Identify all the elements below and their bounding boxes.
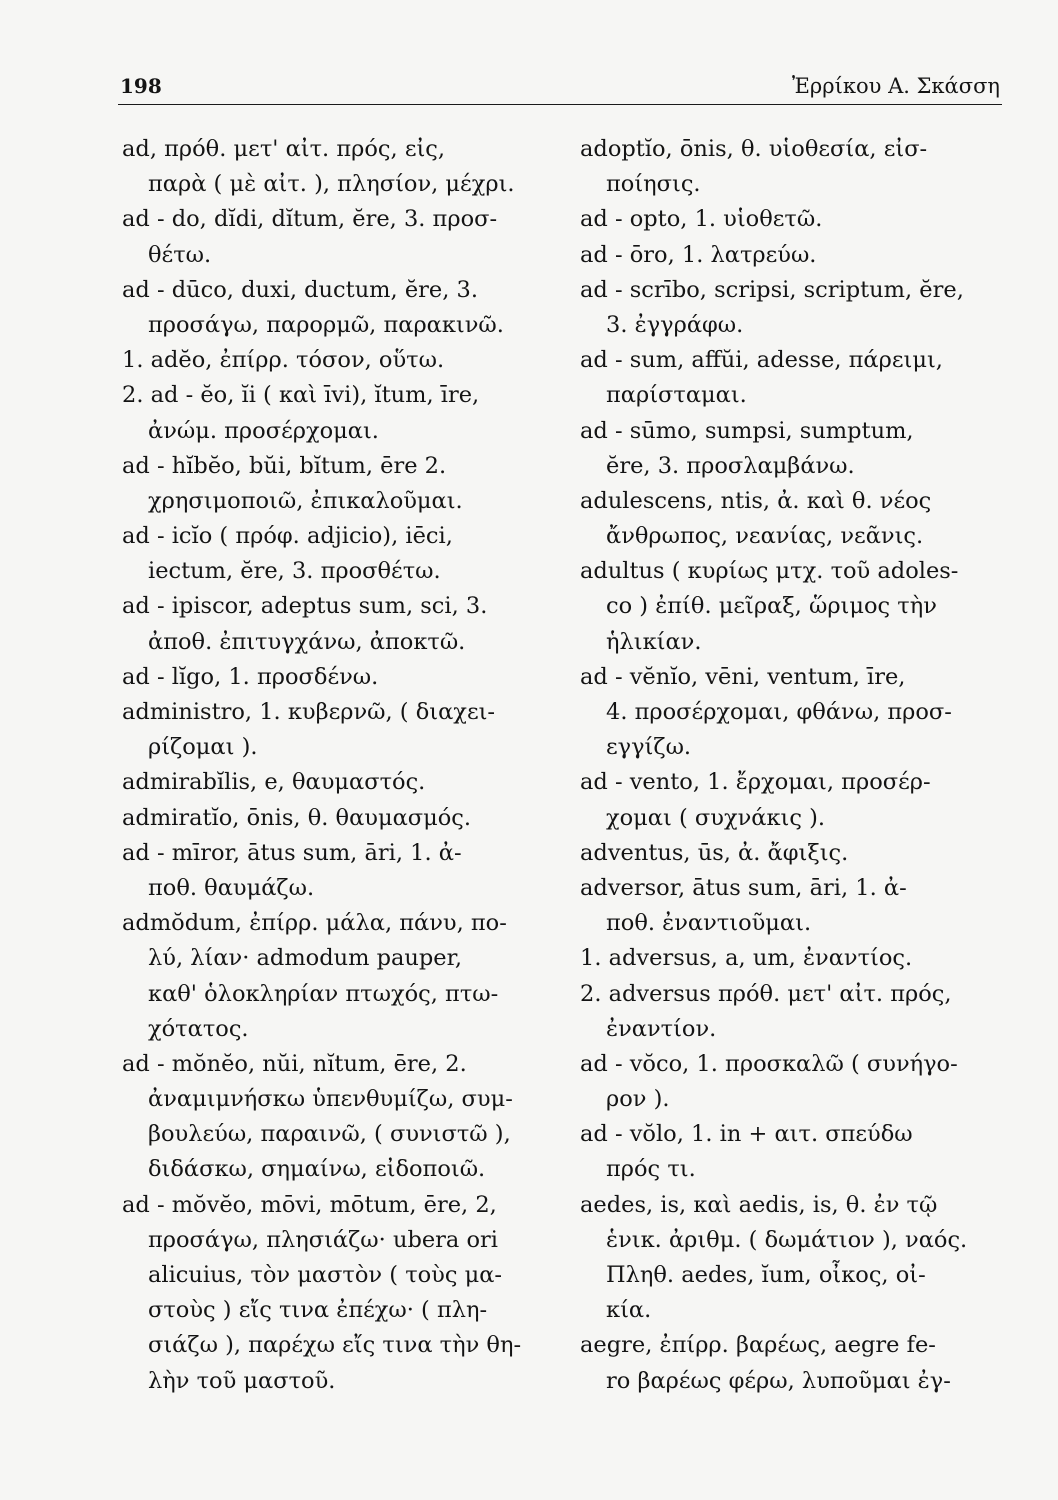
entry-line: ad - vento, 1. ἔρχομαι, προσέρ- [580,769,931,796]
entry-line: 2. ad - ĕo, ĭi ( καὶ īvi), ĭtum, īre, [122,382,480,409]
page-number: 198 [120,74,162,98]
entry-continuation-line: χρησιμοποιῶ, ἐπικαλοῦμαι. [148,487,463,514]
entry-continuation-line: ro βαρέως φέρω, λυποῦμαι ἐγ- [606,1367,951,1394]
entry-continuation-line: λὴν τοῦ μαστοῦ. [148,1367,336,1394]
entry-continuation-line: βουλεύω, παραινῶ, ( συνιστῶ ), [148,1121,511,1148]
entry-continuation-line: ποθ. ἐναντιοῦμαι. [606,910,812,937]
entry-continuation-line: εγγίζω. [606,734,692,761]
entry-continuation-line: ἐναντίον. [606,1015,717,1042]
entry-continuation-line: προσάγω, πλησιάζω· ubera ori [148,1226,498,1253]
entry-line: ad - opto, 1. υἱοθετῶ. [580,206,823,233]
entry-line: ad - scrībo, scripsi, scriptum, ĕre, [580,276,964,303]
entry-line: ad, πρόθ. μετ' αἰτ. πρός, εἰς, [122,136,446,162]
entry-continuation-line: iectum, ĕre, 3. προσθέτω. [148,558,441,585]
entry-continuation-line: ρον ). [606,1086,670,1113]
entry-line: admirabĭlis, e, θαυμαστός. [122,769,426,796]
entry-continuation-line: ἀποθ. ἐπιτυγχάνω, ἀποκτῶ. [148,628,466,655]
entry-continuation-line: προσάγω, παρορμῶ, παρακινῶ. [148,311,504,338]
entry-line: ad - hĭbĕo, bŭi, bĭtum, ēre 2. [122,452,447,479]
entry-continuation-line: θέτω. [148,241,212,268]
entry-continuation-line: 3. ἐγγράφω. [606,311,744,338]
entry-line: adversor, ātus sum, āri, 1. ἀ- [580,874,907,901]
entry-line: aedes, is, καὶ aedis, is, θ. ἐν τῷ [580,1191,938,1218]
entry-continuation-line: alicuius, τὸν μαστὸν ( τοὺς μα- [148,1262,503,1288]
entry-continuation-line: χομαι ( συχνάκις ). [606,804,826,831]
entry-line: administro, 1. κυβερνῶ, ( διαχει- [122,699,496,725]
entry-line: adoptĭo, ōnis, θ. υἱοθεσία, εἰσ- [580,136,928,162]
entry-line: admŏdum, ἐπίρρ. μάλα, πάνυ, πο- [122,910,507,937]
entry-continuation-line: ρίζομαι ). [148,734,258,761]
page-header [120,70,1000,100]
entry-line: ad - do, dĭdi, dĭtum, ĕre, 3. προσ- [122,206,498,233]
entry-continuation-line: χότατος. [148,1015,249,1042]
entry-continuation-line: διδάσκω, σημαίνω, εἰδοποιῶ. [148,1156,486,1183]
entry-line: ad - lĭgo, 1. προσδένω. [122,663,379,690]
entry-continuation-line: ποθ. θαυμάζω. [148,874,315,901]
entry-continuation-line: παρὰ ( μὲ αἰτ. ), πλησίον, μέχρι. [148,171,515,198]
entry-continuation-line: λύ, λίαν· admodum pauper, [148,945,463,972]
entry-line: ad - sūmo, sumpsi, sumptum, [580,417,914,444]
entry-line: ad - vŏco, 1. προσκαλῶ ( συνήγο- [580,1050,958,1077]
header-rule [118,104,1002,105]
entry-continuation-line: κία. [606,1297,652,1324]
entry-line: adultus ( κυρίως μτχ. τοῦ adoles- [580,558,959,585]
running-head: Ἐρρίκου Α. Σκάσση [792,74,1000,98]
entry-continuation-line: co ) ἐπίθ. μεῖραξ, ὥριμος τὴν [606,593,937,620]
entry-continuation-line: ĕre, 3. προσλαμβάνω. [606,452,855,479]
entry-continuation-line: ἀνώμ. προσέρχομαι. [148,417,379,444]
entry-continuation-line: ποίησις. [606,171,701,198]
entry-continuation-line: ἡλικίαν. [606,628,702,655]
entry-line: adventus, ūs, ἀ. ἄφιξις. [580,839,849,866]
entry-line: ad - mīror, ātus sum, āri, 1. ἀ- [122,839,462,866]
entry-line: ad - vŏlo, 1. in + αιτ. σπεύδω [580,1121,913,1148]
entry-continuation-line: ἀναμιμνήσκω ὑπενθυμίζω, συμ- [148,1086,513,1113]
entry-continuation-line: Πληθ. aedes, ĭum, οἶκος, οἰ- [606,1262,926,1288]
entry-continuation-line: 4. προσέρχομαι, φθάνω, προσ- [606,699,952,725]
entry-continuation-line: καθ' ὁλοκληρίαν πτωχός, πτω- [148,980,499,1007]
entry-continuation-line: στοὺς ) εἴς τινα ἐπέχω· ( πλη- [148,1297,488,1324]
entry-line: aegre, ἐπίρρ. βαρέως, aegre fe- [580,1332,936,1359]
entry-continuation-line: πρός τι. [606,1156,696,1183]
entry-line: ad - icĭo ( πρόφ. adjicio), iēci, [122,523,453,550]
entry-line: ad - mŏvĕo, mōvi, mōtum, ēre, 2, [122,1191,497,1218]
entry-line: ad - ipiscor, adeptus sum, sci, 3. [122,593,488,620]
entry-continuation-line: παρίσταμαι. [606,382,747,409]
left-column [122,132,547,1399]
entry-continuation-line: σιάζω ), παρέχω εἴς τινα τὴν θη- [148,1332,522,1359]
entry-line: ad - vĕnĭo, vēni, ventum, īre, [580,663,906,690]
entry-line: ad - dūco, duxi, ductum, ĕre, 3. [122,276,478,303]
entry-line: ad - mŏnĕo, nŭi, nĭtum, ēre, 2. [122,1050,467,1077]
entry-continuation-line: ἄνθρωπος, νεανίας, νεᾶνις. [606,523,924,550]
entry-line: ad - sum, affŭi, adesse, πάρειμι, [580,347,943,374]
entry-line: adulescens, ntis, ἀ. καὶ θ. νέος [580,487,932,514]
entry-continuation-line: ἑνικ. ἀριθμ. ( δωμάτιον ), ναός. [606,1226,968,1253]
entry-line: ad - ōro, 1. λατρεύω. [580,241,817,268]
entry-line: 1. adĕo, ἐπίρρ. τόσον, οὕτω. [122,347,445,374]
right-column [580,132,1005,1399]
entry-line: 1. adversus, a, um, ἐναντίος. [580,945,913,972]
entry-line: admiratĭo, ōnis, θ. θαυμασμός. [122,804,472,831]
entry-line: 2. adversus πρόθ. μετ' αἰτ. πρός, [580,980,952,1007]
